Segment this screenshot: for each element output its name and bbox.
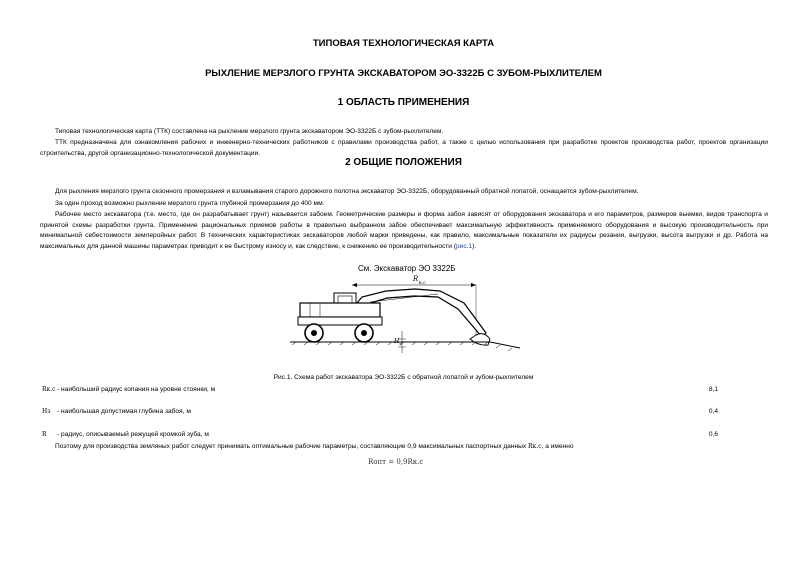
figure-1-link[interactable]: рис.1 (456, 242, 473, 250)
general-paragraph-3 (40, 210, 768, 252)
document-title: ТИПОВАЯ ТЕХНОЛОГИЧЕСКАЯ КАРТА (312, 38, 495, 49)
ripper-tooth (470, 334, 490, 345)
depth-label: H (394, 338, 400, 345)
figure-caption: Рис.1. Схема работ экскаватора ЭО-3322Б с обратной лопатой и зубом-рыхлителем (273, 374, 534, 381)
scope-paragraph-1: Типовая технологическая карта (ТТК) составлена на рыхление мерзлого грунта экскаватором ЭО-3322Б с зубом-рыхлителем. (55, 128, 444, 135)
general-paragraph-3-text: Рабочее место экскаватора (т.е. место, где он разрабатывает грунт) называется забоем. Геометрические размеры и форма забоя зависят от оборудования экскаватора и его параметров, размеров выемки, видов транспорта и принятой схемы разработки грунта. Применение рациональных приемов работы в правильно выбранном забое обеспечивает максимальную эффективность применяемого оборудования и высокую производительность при минимальной себестоимости землеройных работ. В технических характеристиках экскаваторов любой марки приведены, как правило, максимальные показатели их радиусы резания, выгрузки, высота выгрузки и др. Работа на максимальных для данной машины параметрах приводит к ее быстрому износу и, как следствие, к снижению ее производительности ( (40, 211, 768, 250)
param-symbol: Hз (42, 408, 51, 415)
final-paragraph (55, 442, 767, 453)
front-wheel-hub (311, 330, 317, 336)
radius-label-sub: к.с (419, 281, 426, 286)
excavator-body (300, 303, 380, 317)
depth-label-sub: з (399, 341, 402, 346)
scope-paragraph-2: ТТК предназначена для ознакомления рабочих и инженерно-технических работников с правилами производства работ, а также с целью использования при разработке проектов производства работ, проектов организации строительства, другой организационно-технологической документации. (40, 139, 768, 157)
optimal-radius-formula: Rопт = 0,9Rк.с (368, 458, 424, 466)
param-value: 8,1 (708, 386, 718, 393)
final-paragraph-text: Поэтому для производства земляных работ следует принимать оптимальные рабочие параметры, составляющие 0,9 максимальных паспортных данных (55, 443, 527, 450)
rear-wheel-hub (361, 330, 367, 336)
inline-symbol: Rк.с (528, 443, 542, 450)
excavator-frame (298, 317, 382, 325)
param-row (42, 408, 718, 420)
final-paragraph-end: , а именно (541, 443, 574, 450)
param-description: - наибольший радиус копания на уровне стоянки, м (57, 386, 216, 393)
document-subtitle: РЫХЛЕНИЕ МЕРЗЛОГО ГРУНТА ЭКСКАВАТОРОМ ЭО-3322Б С ЗУБОМ-РЫХЛИТЕЛЕМ (205, 68, 602, 79)
param-symbol: R (42, 431, 47, 438)
param-symbol: Rк.с (42, 386, 56, 393)
radius-arrow-left (352, 283, 357, 287)
param-value: 0,6 (708, 431, 718, 438)
figure-title: См. Экскаватор ЭО 3322Б (358, 264, 456, 273)
param-value: 0,4 (708, 408, 718, 415)
excavator-diagram (290, 261, 530, 366)
general-paragraph-2: За один проход возможно рыхление мерзлого грунта глубиной промерзания до 400 мм. (55, 200, 325, 207)
radius-arrow-right (471, 283, 476, 287)
section-heading-general: 2 ОБЩИЕ ПОЛОЖЕНИЯ (345, 157, 462, 168)
param-description: - радиус, описываемый режущей кромкой зуба, м (57, 431, 209, 438)
radius-label: R (413, 275, 419, 283)
general-paragraph-1: Для рыхления мерзлого грунта сезонного промерзания и взламывания старого дорожного полотна экскаватор ЭО-3322Б, оборудованный обратной лопатой, оснащается зубом-рыхлителем. (55, 188, 639, 195)
param-description: - наибольшая допустимая глубина забоя, м (57, 408, 191, 415)
general-paragraph-3-end: ). (472, 242, 477, 250)
param-row (42, 386, 718, 398)
section-heading-scope: 1 ОБЛАСТЬ ПРИМЕНЕНИЯ (337, 97, 470, 108)
